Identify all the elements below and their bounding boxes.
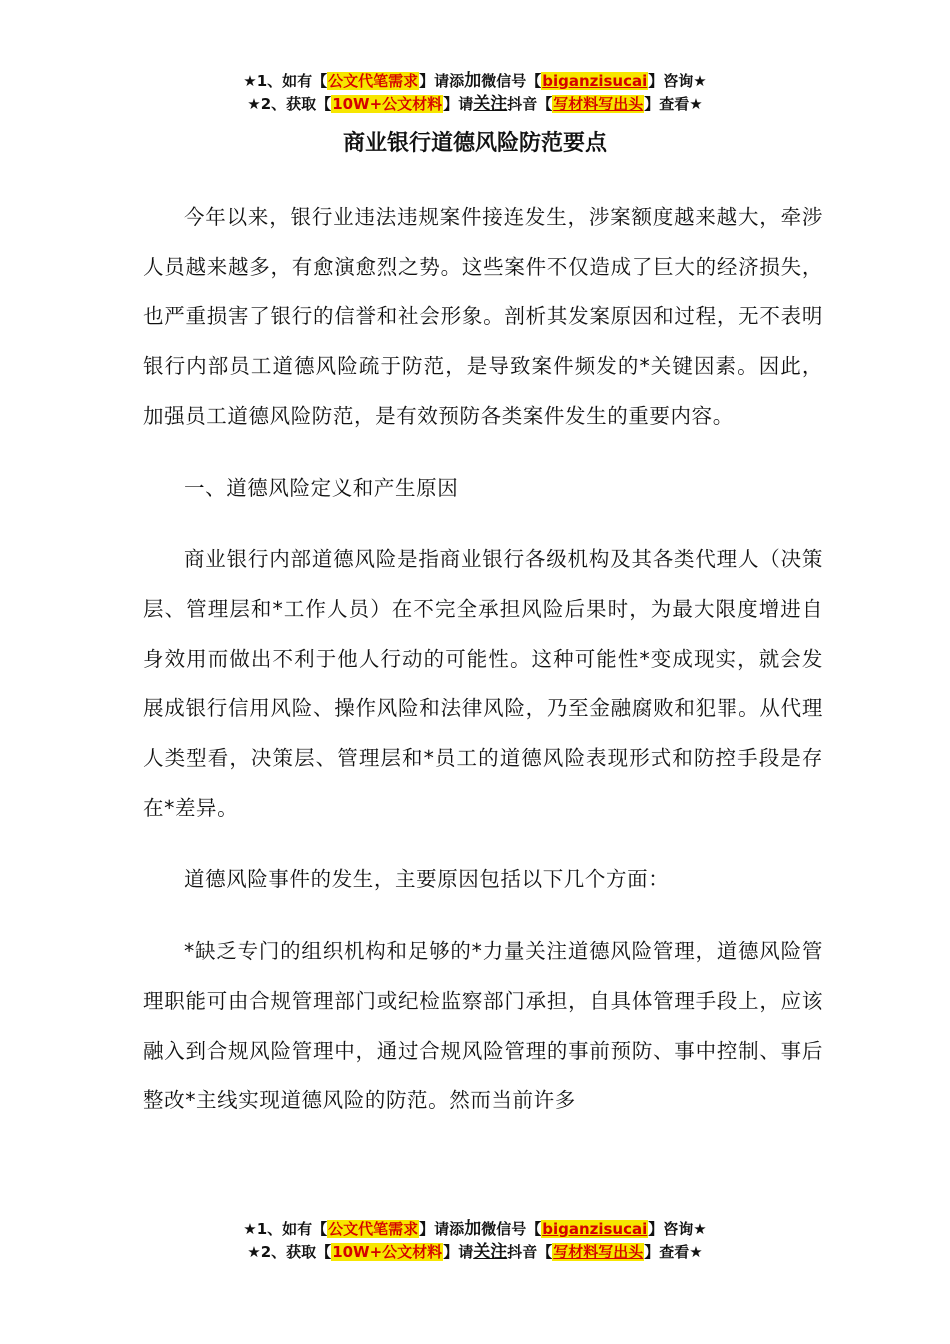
wechat-id-highlight: biganzisucai: [542, 1220, 648, 1238]
banner-text: 加: [464, 71, 482, 91]
banner-highlight: 公文代笔需求: [328, 72, 419, 90]
douyin-id-highlight: 写材料写出头: [553, 1243, 644, 1261]
banner-line-2: [0, 1241, 950, 1264]
paragraph-intro: 今年以来，银行业违法违规案件接连发生，涉案额度越来越大，牵涉人员越来越多，有愈演愈烈之势。这些案件不仅造成了巨大的经济损失，也严重损害了银行的信誉和社会形象。剖析其发案原因和过程，无不表明银行内部员工道德风险疏于防范，是导致案件频发的*关键因素。因此，加强员工道德风险防范，是有效预防各类案件发生的重要内容。: [143, 205, 823, 428]
banner-highlight: 10W+公文材料: [332, 95, 443, 113]
document-body: [143, 193, 823, 1126]
banner-line-1: [0, 70, 950, 93]
banner-text: 抖音【: [507, 1243, 553, 1261]
banner-text: ★1、如有【: [243, 72, 328, 90]
banner-text: 】咨询★: [648, 72, 707, 90]
paragraph-definition: 商业银行内部道德风险是指商业银行各级机构及其各类代理人（决策层、管理层和*工作人员）在不完全承担风险后果时，为最大限度增进自身效用而做出不利于他人行动的可能性。这种可能性*变成现实，就会发展成银行信用风险、操作风险和法律风险，乃至金融腐败和犯罪。从代理人类型看，决策层、管理层和*员工的道德风险表现形式和防控手段是存在*差异。: [143, 547, 823, 820]
banner-text: 】查看★: [644, 95, 703, 113]
top-banner: [0, 70, 950, 116]
section-heading: 一、道德风险定义和产生原因: [184, 475, 459, 500]
banner-text: 关注: [473, 1242, 508, 1262]
banner-text: ★2、获取【: [247, 95, 332, 113]
bottom-banner: [0, 1218, 950, 1264]
banner-text: 】咨询★: [648, 1220, 707, 1238]
banner-line-1: [0, 1218, 950, 1241]
document-title: 商业银行道德风险防范要点: [342, 131, 607, 156]
banner-text: 微信号【: [481, 1220, 542, 1238]
douyin-id-highlight: 写材料写出头: [553, 95, 644, 113]
banner-text: 】请: [443, 95, 474, 113]
banner-text: 关注: [473, 94, 508, 114]
banner-text: 】请添: [419, 1220, 465, 1238]
wechat-id-highlight: biganzisucai: [542, 72, 648, 90]
banner-highlight: 10W+公文材料: [332, 1243, 443, 1261]
banner-text: 】请: [443, 1243, 474, 1261]
banner-text: ★2、获取【: [247, 1243, 332, 1261]
banner-text: 加: [464, 1219, 482, 1239]
banner-text: 】请添: [419, 72, 465, 90]
paragraph-cause-1: *缺乏专门的组织机构和足够的*力量关注道德风险管理，道德风险管理职能可由合规管理部门或纪检监察部门承担，自具体管理手段上，应该融入到合规风险管理中，通过合规风险管理的事前预防、事中控制、事后整改*主线实现道德风险的防范。然而当前许多: [143, 939, 823, 1113]
banner-line-2: [0, 93, 950, 116]
banner-text: 微信号【: [481, 72, 542, 90]
banner-text: 】查看★: [644, 1243, 703, 1261]
banner-text: 抖音【: [507, 95, 553, 113]
banner-text: ★1、如有【: [243, 1220, 328, 1238]
paragraph-causes-intro: 道德风险事件的发生，主要原因包括以下几个方面：: [184, 867, 670, 892]
banner-highlight: 公文代笔需求: [328, 1220, 419, 1238]
